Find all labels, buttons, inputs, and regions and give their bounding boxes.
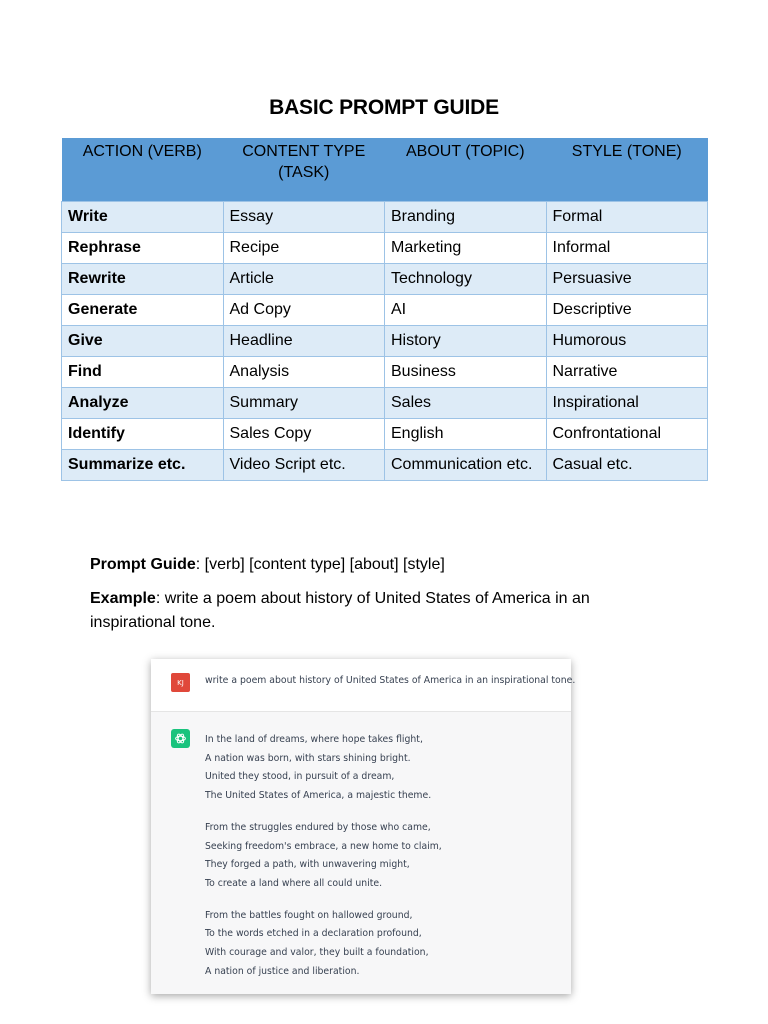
poem-line: To the words etched in a declaration profound, [205, 928, 422, 940]
openai-logo-icon [171, 729, 190, 748]
cell-style: Formal [546, 201, 708, 232]
table-row [62, 418, 708, 449]
prompt-guide-label: Prompt Guide [90, 556, 196, 573]
cell-about: Business [385, 356, 547, 387]
header-content-type: CONTENT TYPE (TASK) [223, 138, 385, 201]
table-row [62, 232, 708, 263]
header-about: ABOUT (TOPIC) [385, 138, 547, 201]
poem-line: From the battles fought on hallowed ground, [205, 909, 413, 921]
prompt-guide-line [90, 553, 650, 577]
table-row [62, 294, 708, 325]
cell-style: Casual etc. [546, 449, 708, 480]
cell-verb: Rewrite [62, 263, 224, 294]
cell-style: Inspirational [546, 387, 708, 418]
prompt-guide-table [61, 138, 708, 481]
example-label: Example [90, 590, 156, 607]
cell-style: Descriptive [546, 294, 708, 325]
cell-content-type: Headline [223, 325, 385, 356]
chat-screenshot [151, 659, 576, 994]
cell-about: Sales [385, 387, 547, 418]
poem-line: To create a land where all could unite. [205, 877, 383, 889]
cell-content-type: Video Script etc. [223, 449, 385, 480]
cell-content-type: Sales Copy [223, 418, 385, 449]
table-row [62, 263, 708, 294]
example-text: : write a poem about history of United States of America in an inspirational tone. [90, 590, 590, 631]
openai-logo-icon-svg [174, 732, 187, 745]
cell-about: Marketing [385, 232, 547, 263]
user-message: write a poem about history of United States of America in an inspirational tone. [205, 675, 576, 686]
cell-about: Technology [385, 263, 547, 294]
poem-line: The United States of America, a majestic theme. [205, 790, 432, 802]
example-line [90, 587, 650, 635]
cell-about: English [385, 418, 547, 449]
cell-content-type: Analysis [223, 356, 385, 387]
cell-verb: Summarize etc. [62, 449, 224, 480]
table-row [62, 201, 708, 232]
cell-style: Narrative [546, 356, 708, 387]
poem-line: From the struggles endured by those who came, [205, 821, 431, 833]
cell-about: AI [385, 294, 547, 325]
poem-line: United they stood, in pursuit of a dream, [205, 771, 395, 783]
header-action: ACTION (VERB) [62, 138, 224, 201]
poem-stanza [205, 907, 555, 982]
cell-content-type: Recipe [223, 232, 385, 263]
cell-about: Communication etc. [385, 449, 547, 480]
cell-verb: Write [62, 201, 224, 232]
header-style: STYLE (TONE) [546, 138, 708, 201]
table-header-row [62, 138, 708, 201]
cell-verb: Analyze [62, 387, 224, 418]
cell-content-type: Ad Copy [223, 294, 385, 325]
cell-content-type: Essay [223, 201, 385, 232]
cell-verb: Give [62, 325, 224, 356]
poem-line: A nation of justice and liberation. [205, 965, 360, 977]
cell-style: Confrontational [546, 418, 708, 449]
table-row [62, 325, 708, 356]
page-title: BASIC PROMPT GUIDE [269, 96, 499, 119]
cell-verb: Generate [62, 294, 224, 325]
poem-stanza [205, 819, 555, 894]
table-row [62, 449, 708, 480]
user-avatar: KJ [171, 673, 190, 692]
cell-verb: Rephrase [62, 232, 224, 263]
cell-content-type: Article [223, 263, 385, 294]
cell-style: Informal [546, 232, 708, 263]
cell-about: History [385, 325, 547, 356]
poem-line: They forged a path, with unwavering might, [205, 859, 410, 871]
poem-line: In the land of dreams, where hope takes flight, [205, 734, 423, 745]
table-row [62, 356, 708, 387]
poem-stanza [205, 731, 555, 806]
cell-style: Humorous [546, 325, 708, 356]
assistant-poem [205, 731, 555, 994]
poem-line: Seeking freedom's embrace, a new home to claim, [205, 840, 442, 852]
cell-verb: Find [62, 356, 224, 387]
cell-content-type: Summary [223, 387, 385, 418]
poem-line: With courage and valor, they built a foundation, [205, 947, 429, 959]
cell-style: Persuasive [546, 263, 708, 294]
cell-about: Branding [385, 201, 547, 232]
cell-verb: Identify [62, 418, 224, 449]
table-row [62, 387, 708, 418]
poem-line: A nation was born, with stars shining bright. [205, 752, 411, 764]
user-message-row [151, 659, 576, 712]
prompt-guide-text: : [verb] [content type] [about] [style] [195, 556, 445, 573]
